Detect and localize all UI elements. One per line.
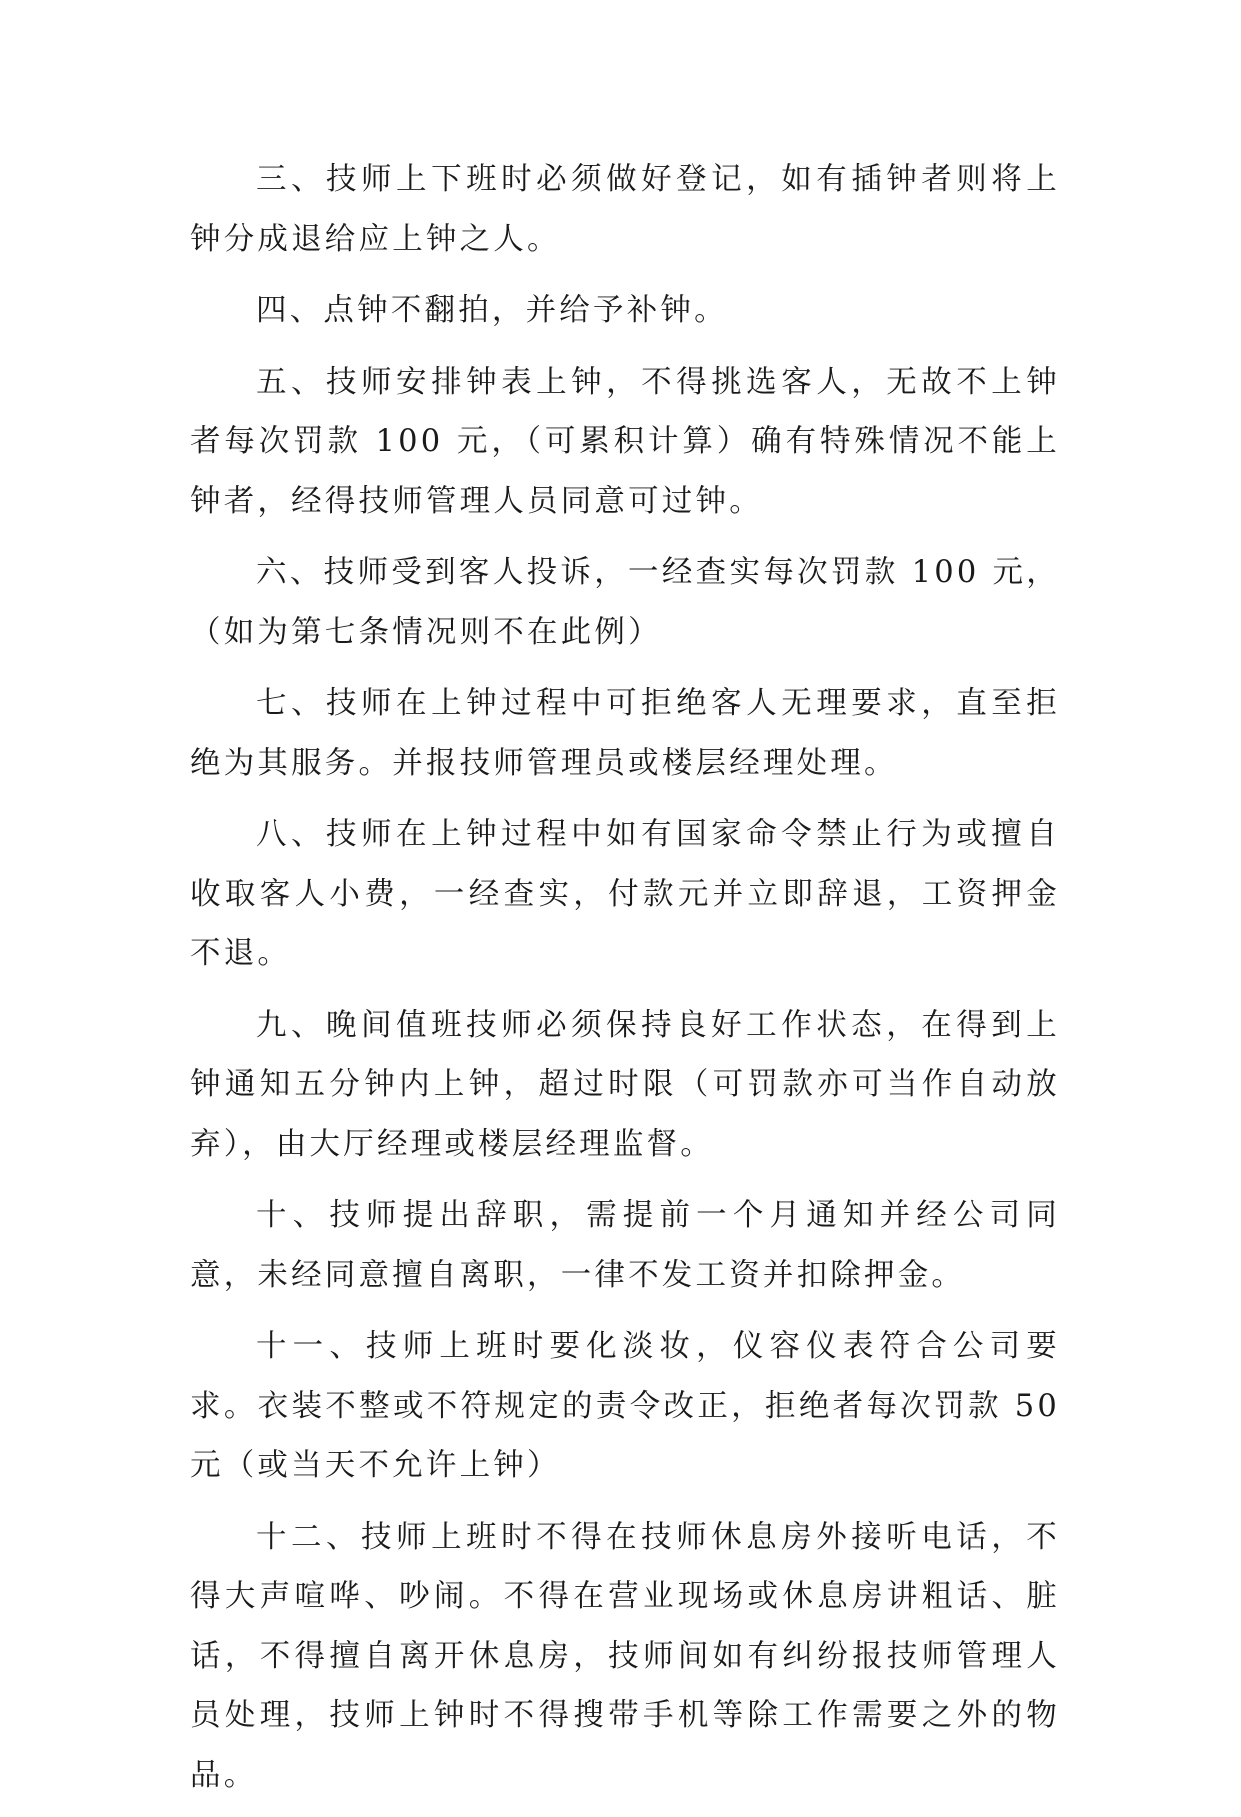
- rule-paragraph-5: 五、技师安排钟表上钟，不得挑选客人，无故不上钟者每次罚款 100 元，（可累积计算）确有特殊情况不能上钟者，经得技师管理人员同意可过钟。: [190, 364, 1060, 519]
- rule-paragraph-11: 十一、技师上班时要化淡妆，仪容仪表符合公司要求。衣装不整或不符规定的责令改正，拒绝者每次罚款 50 元（或当天不允许上钟）: [190, 1329, 1060, 1483]
- rule-paragraph-10: 十、技师提出辞职，需提前一个月通知并经公司同意，未经同意擅自离职，一律不发工资并扣除押金。: [190, 1198, 1060, 1293]
- rule-paragraph-3: 三、技师上下班时必须做好登记，如有插钟者则将上钟分成退给应上钟之人。: [190, 162, 1060, 257]
- rule-paragraph-7: 七、技师在上钟过程中可拒绝客人无理要求，直至拒绝为其服务。并报技师管理员或楼层经理处理。: [190, 686, 1060, 781]
- rule-paragraph-8: 八、技师在上钟过程中如有国家命令禁止行为或擅自收取客人小费，一经查实，付款元并立即辞退，工资押金不退。: [190, 817, 1060, 971]
- rule-paragraph-6: 六、技师受到客人投诉，一经查实每次罚款 100 元，（如为第七条情况则不在此例）: [190, 555, 1060, 650]
- rule-paragraph-9: 九、晚间值班技师必须保持良好工作状态，在得到上钟通知五分钟内上钟，超过时限（可罚款亦可当作自动放弃），由大厅经理或楼层经理监督。: [190, 1007, 1060, 1162]
- rule-paragraph-4: 四、点钟不翻拍，并给予补钟。: [256, 293, 728, 328]
- rule-paragraph-12: 十二、技师上班时不得在技师休息房外接听电话，不得大声喧哗、吵闹。不得在营业现场或休息房讲粗话、脏话，不得擅自离开休息房，技师间如有纠纷报技师管理人员处理，技师上钟时不得搜带手机等除工作需要之外的物品。: [190, 1519, 1060, 1793]
- document-body: [190, 150, 1060, 1817]
